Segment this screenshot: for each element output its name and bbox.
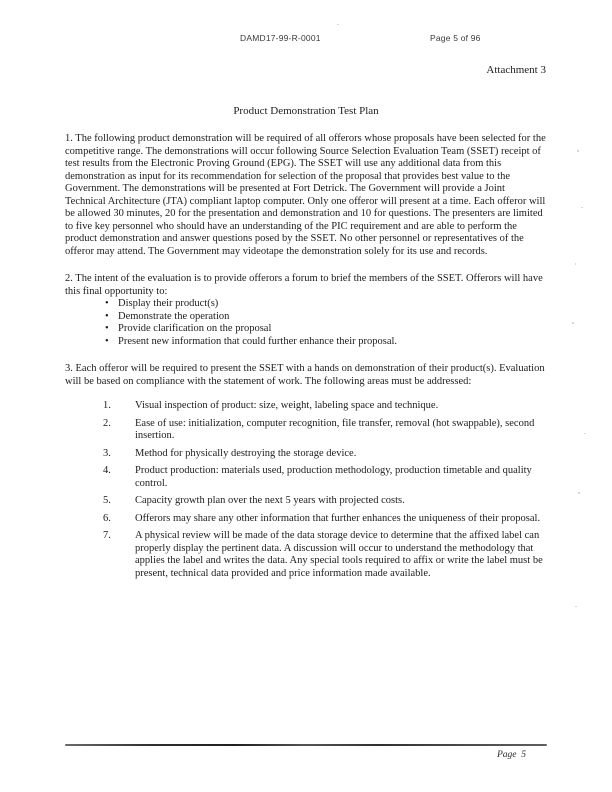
list-item xyxy=(103,513,547,526)
list-item xyxy=(105,311,547,324)
bullet-icon: • xyxy=(105,298,109,309)
item-number: 5. xyxy=(103,495,111,506)
item-text: Ease of use: initialization, computer recognition, file transfer, removal (hot swappable), second insertion. xyxy=(135,417,535,441)
bullet-text: Demonstrate the operation xyxy=(118,310,230,322)
list-item xyxy=(103,495,547,508)
list-item xyxy=(103,400,547,413)
scan-speck xyxy=(578,492,580,494)
list-item xyxy=(103,530,547,580)
list-item xyxy=(105,298,547,311)
item-text: Method for physically destroying the storage device. xyxy=(135,447,357,459)
list-item xyxy=(105,336,547,349)
item-number: 4. xyxy=(103,465,111,476)
scan-speck xyxy=(572,322,574,324)
list-item xyxy=(103,418,547,443)
list-item xyxy=(103,448,547,461)
scan-speck xyxy=(584,433,586,434)
attachment-label: Attachment 3 xyxy=(486,64,546,76)
bullet-list xyxy=(65,298,547,348)
paragraph-3: 3. Each offeror will be required to present the SSET with a hands on demonstration of their product(s). Evaluation will be based on compliance with the statement of work. The following areas must be addressed: xyxy=(65,363,545,387)
item-text: Product production: materials used, production methodology, production timetable and quality control. xyxy=(135,465,532,489)
bullet-icon: • xyxy=(105,335,109,347)
item-number: 2. xyxy=(103,417,111,429)
page-title: Product Demonstration Test Plan xyxy=(233,105,379,117)
scan-speck xyxy=(577,150,579,152)
paragraph-1: 1. The following product demonstration will be required of all offerors whose proposals have been selected for the competitive range. The demonstrations will occur following Source Selection Evaluation Team (SSET) receipt of test results from the Electronic Proving Ground (EPG). The SSET will use any additional data from this demonstration as input for its recommendation for selection of the proposal that provides best value to the Government. The demonstrations will be presented at Fort Detrick. The Government will provide a Joint Technical Architecture (JTA) compliant laptop computer. Only one offeror will present at a time. Each offeror will be allowed 30 minutes, 20 for the presentation and demonstration and 10 for questions. The presenters are limited to five key personnel who should have an understanding of the PIC requirement and are able to perform the product demonstration and answer questions posed by the SSET. No other personnel or representatives of the offeror may attend. The Government may videotape the demonstration solely for its use and records. xyxy=(65,133,546,257)
scan-speck xyxy=(575,263,576,265)
item-number: 1. xyxy=(103,400,111,411)
bullet-text: Provide clarification on the proposal xyxy=(118,323,272,334)
item-number: 3. xyxy=(103,447,111,459)
list-item xyxy=(105,323,547,336)
list-item xyxy=(103,465,547,490)
bullet-text: Display their product(s) xyxy=(118,298,219,309)
footer-page-number: Page 5 xyxy=(496,750,526,760)
scan-speck xyxy=(575,606,577,607)
bullet-icon: • xyxy=(105,323,109,334)
item-text: Visual inspection of product: size, weight, labeling space and technique. xyxy=(135,400,439,411)
paragraph-2: 2. The intent of the evaluation is to provide offerors a forum to brief the members of the SSET. Offerors will have this final opportunity to: xyxy=(65,273,543,297)
numbered-list xyxy=(65,400,547,580)
item-text: Offerors may share any other information that further enhances the uniqueness of their proposal. xyxy=(135,512,541,524)
header-page-indicator: Page 5 of 96 xyxy=(430,33,481,43)
header-document-number: DAMD17-99-R-0001 xyxy=(240,33,321,43)
item-text: Capacity growth plan over the next 5 years with projected costs. xyxy=(135,495,405,506)
document-body xyxy=(65,133,547,585)
item-number: 7. xyxy=(103,530,111,541)
item-number: 6. xyxy=(103,512,111,524)
footer-divider xyxy=(65,744,547,746)
item-text: A physical review will be made of the data storage device to determine that the affixed label can properly display the pertinent data. A discussion will occur to understand the methodology that applies the label and writes the data. Any special tools required to affix or write the label must be present, technical data provided and price information made available. xyxy=(135,530,543,579)
bullet-text: Present new information that could further enhance their proposal. xyxy=(118,335,398,347)
bullet-icon: • xyxy=(105,310,109,322)
scan-speck xyxy=(581,207,583,208)
scan-speck xyxy=(337,24,339,25)
